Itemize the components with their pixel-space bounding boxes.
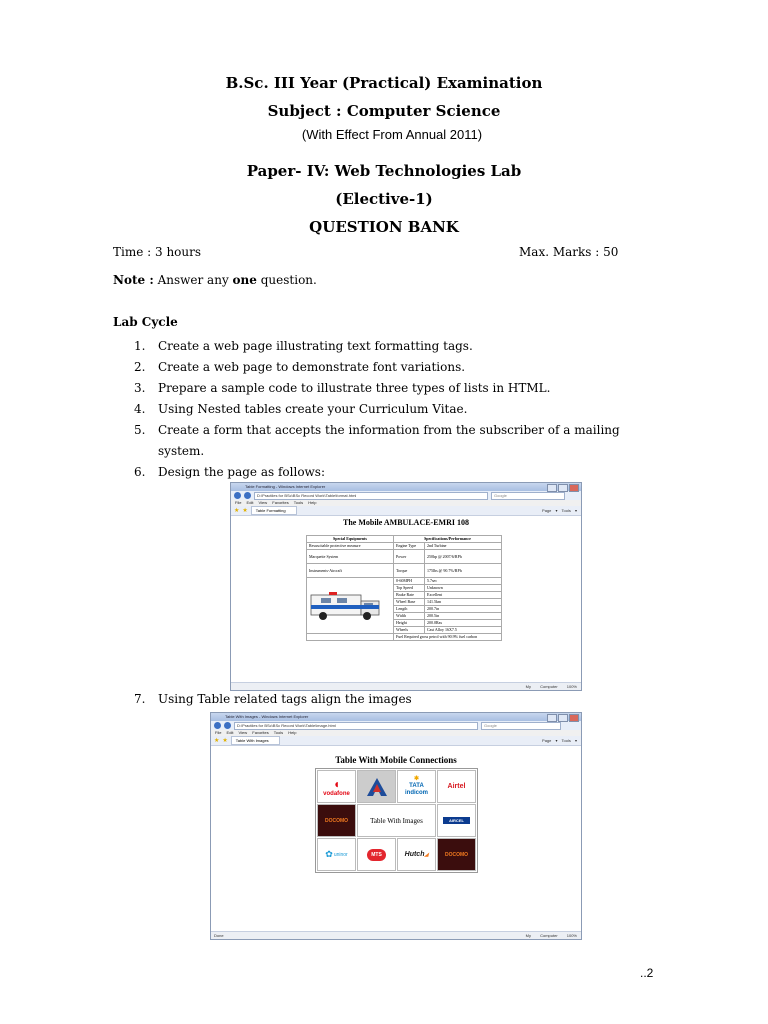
- favorites-star-icon: ★: [214, 737, 220, 744]
- marks-label: Max. Marks : 50: [519, 245, 619, 259]
- question-list: [113, 336, 633, 483]
- page-heading: Table With Mobile Connections: [335, 755, 457, 765]
- spec-table: Special Equipments Specifications/Performance Resuscitable protective measure Engine Type 2nd Turbine Marquette System Power 250hp @ 2007/6/RPh Instruments-Aircraft Torque 175lbs @ 90.7%/RPh 0-60MPH 5.7sec Top Speed Unknown Brake Rate Excellent Wheel Base 141.5km Length 200.7in Width 200.5in Height 200.0Ras Wheels Cast Alloy 16X7.5 Fuel Required gross petrol with 90.9% fuel carbon: [306, 535, 502, 641]
- add-favorites-icon: ★: [242, 507, 248, 514]
- time-label: Time : 3 hours: [113, 245, 202, 259]
- note-bold: one: [232, 273, 257, 287]
- uninor-logo: ✿ uninor: [325, 849, 348, 859]
- menu-bar: File Edit View Favorites Tools Help: [231, 500, 581, 506]
- list-item: 1. Create a web page illustrating text formatting tags.: [134, 339, 473, 353]
- question-bank-title: QUESTION BANK: [309, 218, 459, 236]
- elective-title: (Elective-1): [335, 190, 433, 208]
- list-item: 5. Create a form that accepts the information from the subscriber of a mailing system.: [134, 423, 620, 458]
- window-titlebar: Table With Images - Windows Internet Explorer: [211, 713, 581, 721]
- address-bar: D:\Practiles for BSc\BSc Record Work\Table\image.html Google: [211, 721, 581, 730]
- menu-bar: File Edit View Favorites Tools Help: [211, 730, 581, 736]
- docomo-logo-2: DOCOMO: [444, 851, 469, 858]
- paper-title: Paper- IV: Web Technologies Lab: [246, 162, 522, 180]
- note-pre: Answer any: [153, 273, 233, 287]
- list-item: 2. Create a web page to demonstrate font variations.: [134, 360, 466, 374]
- lab-cycle-title: Lab Cycle: [113, 315, 178, 329]
- airtel-logo: Airtel: [447, 783, 466, 790]
- list-item: 6. Design the page as follows:: [134, 465, 326, 479]
- ambulance-image: [307, 585, 387, 625]
- hutch-logo: Hutch ◢: [404, 851, 429, 858]
- effect-note: (With Effect From Annual 2011): [301, 127, 483, 142]
- exam-title: B.Sc. III Year (Practical) Examination: [225, 74, 543, 92]
- logo-table: [315, 768, 478, 873]
- aircel-logo: AIRCEL: [439, 806, 474, 835]
- status-bar: Done My Computer 100%: [211, 931, 581, 939]
- note-label: Note :: [113, 273, 154, 287]
- list-item: 4. Using Nested tables create your Curriculum Vitae.: [134, 402, 468, 416]
- subject-title: Subject : Computer Science: [267, 102, 501, 120]
- vodafone-logo: ◖ vodafone: [323, 776, 350, 797]
- window-titlebar: Table Formatting - Windows Internet Explorer: [231, 483, 581, 491]
- page-number: ..2: [640, 966, 654, 980]
- status-bar: My Computer 100%: [231, 682, 581, 690]
- docomo-logo: DOCOMO: [324, 817, 349, 824]
- tab-bar: ★ ★ Table Formatting Page ▾ Tools ▾: [231, 506, 581, 516]
- reliance-logo: [359, 772, 394, 801]
- tata-indicom-logo: ✱ TATA indicom: [404, 776, 428, 796]
- mts-logo: MTS: [359, 840, 394, 869]
- screenshot-table-formatting: [230, 482, 582, 691]
- tab-bar: ★ ★ Table With Images Page ▾ Tools ▾: [211, 736, 581, 746]
- list-item: 3. Prepare a sample code to illustrate three types of lists in HTML.: [134, 381, 551, 395]
- page-heading: The Mobile AMBULACE-EMRI 108: [343, 518, 469, 527]
- ambulance-image-cell: [307, 578, 394, 634]
- favorites-star-icon: ★: [234, 507, 240, 514]
- add-favorites-icon: ★: [222, 737, 228, 744]
- center-cell: Table With Images: [357, 804, 436, 837]
- screenshot-table-images: [210, 712, 582, 940]
- note-post: question.: [256, 273, 317, 287]
- note-line: [113, 273, 317, 287]
- address-bar: D:\Practiles for BSc\BSc Record Work\Table\format.html Google: [231, 491, 581, 500]
